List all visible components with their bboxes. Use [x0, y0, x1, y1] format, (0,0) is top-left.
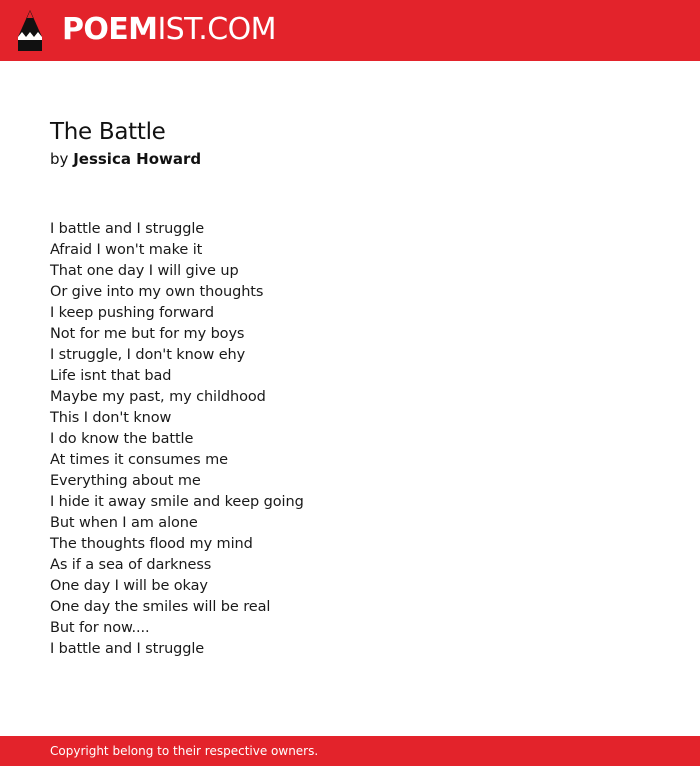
poem-body — [50, 219, 650, 660]
poem-line: This I don't know — [50, 410, 172, 426]
site-logo[interactable] — [62, 12, 276, 48]
by-label: by — [50, 150, 69, 168]
poem-line: One day the smiles will be real — [50, 599, 271, 615]
poem-title: The Battle — [50, 119, 166, 145]
poem-byline — [50, 149, 650, 169]
poem-line: Or give into my own thoughts — [50, 284, 264, 300]
poem-line: That one day I will give up — [50, 263, 239, 279]
copyright-text: Copyright belong to their respective owners. — [50, 744, 319, 758]
poem-line: The thoughts flood my mind — [50, 536, 253, 552]
site-footer — [0, 736, 700, 766]
poem-line: I battle and I struggle — [50, 641, 205, 657]
poem-line: At times it consumes me — [50, 452, 228, 468]
author-name: Jessica Howard — [73, 150, 202, 168]
poem-line: Not for me but for my boys — [50, 326, 245, 342]
poem-header — [50, 118, 650, 169]
poem-line: Maybe my past, my childhood — [50, 389, 266, 405]
poem-line: Everything about me — [50, 473, 201, 489]
pencil-tip-icon[interactable] — [17, 10, 43, 51]
site-header — [0, 0, 700, 61]
poem-line: But for now.... — [50, 620, 150, 636]
logo-text-strong: POEM — [62, 12, 158, 47]
poem-line: As if a sea of darkness — [50, 557, 212, 573]
poem-line: I battle and I struggle — [50, 221, 205, 237]
poem-line: I keep pushing forward — [50, 305, 214, 321]
poem-line: I hide it away smile and keep going — [50, 494, 304, 510]
poem-line: But when I am alone — [50, 515, 198, 531]
poem-line: I do know the battle — [50, 431, 194, 447]
poem-line: Afraid I won't make it — [50, 242, 203, 258]
poem-line: One day I will be okay — [50, 578, 208, 594]
poem-line: Life isnt that bad — [50, 368, 172, 384]
logo-text-light: IST.COM — [157, 12, 276, 47]
poem-line: I struggle, I don't know ehy — [50, 347, 246, 363]
